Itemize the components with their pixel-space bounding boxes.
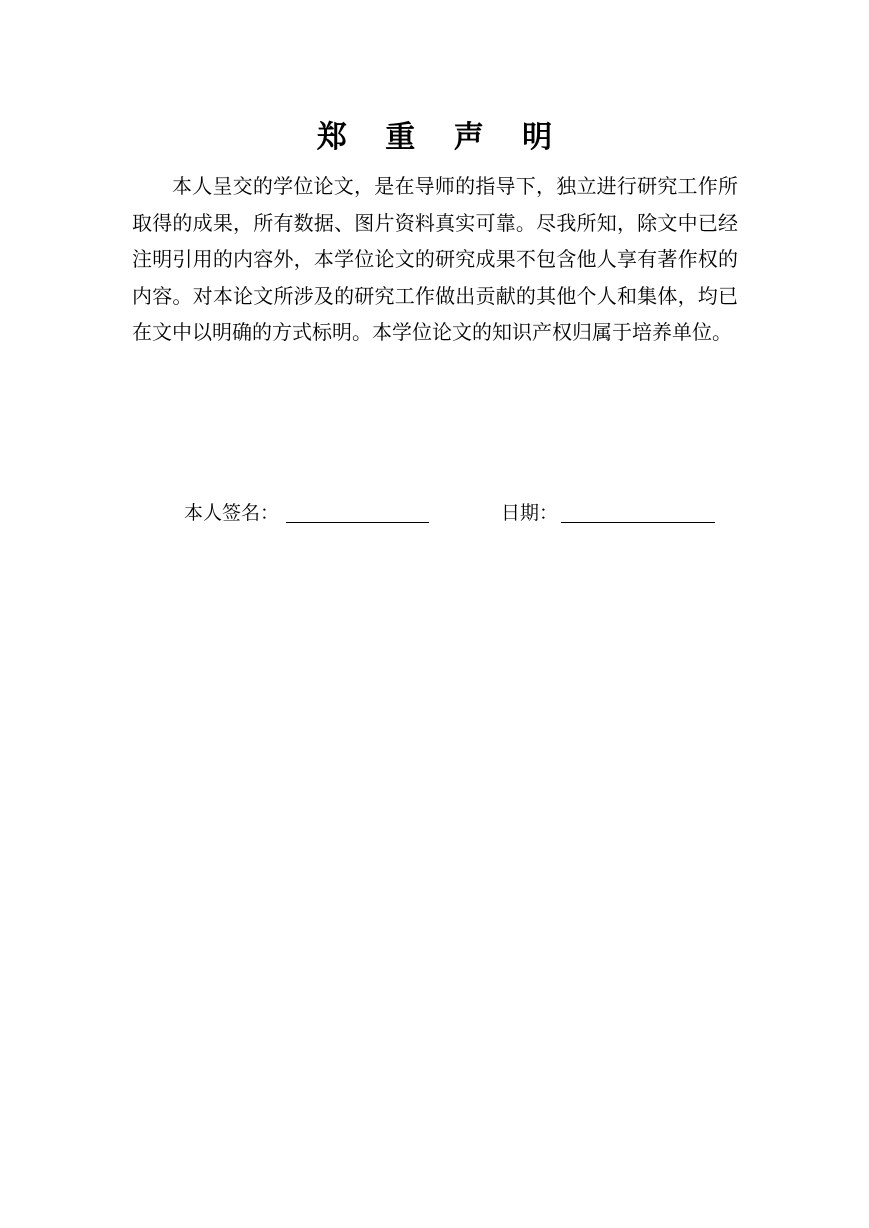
declaration-paragraph: 本人呈交的学位论文，是在导师的指导下，独立进行研究工作所取得的成果，所有数据、图片资料真实可靠。尽我所知，除文中已经注明引用的内容外，本学位论文的研究成果不包含他人享有著作权的内容。对本论文所涉及的研究工作做出贡献的其他个人和集体，均已在文中以明确的方式标明。本学位论文的知识产权归属于培养单位。: [132, 174, 738, 344]
signer-label: 本人签名：: [184, 502, 280, 524]
date-label: 日期：: [501, 502, 559, 524]
signature-row: [0, 498, 869, 530]
date-line[interactable]: [561, 522, 715, 523]
signature-line[interactable]: [286, 522, 429, 523]
page-title: 郑 重 声 明: [316, 120, 567, 155]
